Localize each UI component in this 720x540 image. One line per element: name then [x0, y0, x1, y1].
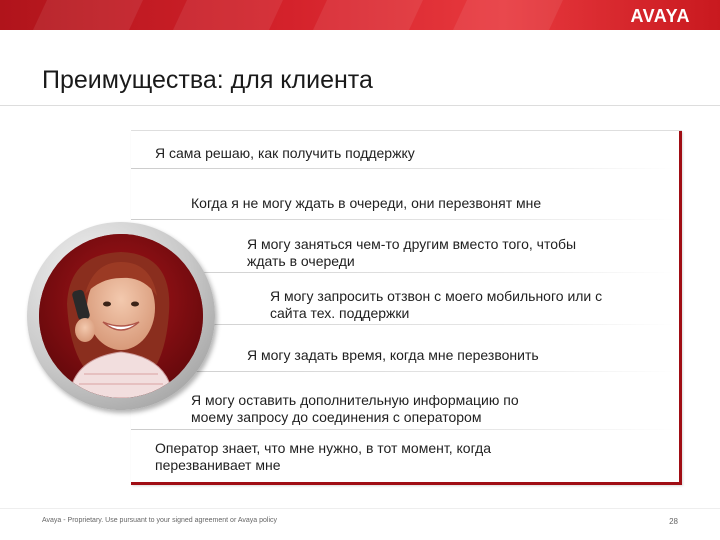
benefit-item-6 — [191, 392, 519, 426]
benefit-item-4 — [270, 288, 602, 322]
row-divider — [131, 429, 676, 430]
benefit-text: Я могу заняться чем-то другим вместо того, чтобы — [247, 236, 577, 252]
slide-title: Преимущества: для клиента — [42, 66, 373, 94]
benefit-item-1 — [155, 145, 415, 162]
avaya-logo: AVAYA — [630, 6, 690, 26]
benefit-text: моему запросу до соединения с оператором — [191, 409, 482, 425]
row-divider — [131, 168, 676, 169]
benefit-text: ждать в очереди — [247, 253, 355, 269]
benefit-item-2 — [191, 195, 541, 212]
woman-on-phone-illustration — [39, 234, 203, 398]
benefit-item-7 — [155, 440, 491, 474]
title-divider — [0, 105, 720, 106]
row-divider — [131, 219, 676, 220]
benefit-text: Я сама решаю, как получить поддержку — [155, 145, 415, 161]
benefit-text: Я могу задать время, когда мне перезвонить — [247, 347, 539, 363]
benefit-text: Когда я не могу ждать в очереди, они перезвонят мне — [191, 195, 542, 211]
benefit-text: Я могу оставить дополнительную информацию по — [191, 392, 519, 408]
page-number: 28 — [669, 517, 678, 526]
row-divider — [131, 371, 676, 372]
benefit-text: Оператор знает, что мне нужно, в тот момент, когда — [155, 440, 491, 456]
footer-legal: Avaya - Proprietary. Use pursuant to your signed agreement or Avaya policy — [42, 517, 278, 524]
banner-stripe — [313, 0, 423, 30]
banner-stripe — [33, 0, 143, 30]
benefit-text: сайта тех. поддержки — [270, 305, 410, 321]
benefit-item-5 — [247, 347, 539, 364]
banner-stripe — [453, 0, 563, 30]
row-divider — [131, 272, 676, 273]
top-banner — [0, 0, 720, 30]
benefit-text: перезванивает мне — [155, 457, 281, 473]
banner-stripe — [173, 0, 283, 30]
benefit-text: Я могу запросить отзвон с моего мобильного или с — [270, 288, 603, 304]
footer-divider — [0, 508, 720, 509]
benefit-item-3 — [247, 236, 576, 270]
customer-photo — [39, 234, 203, 398]
